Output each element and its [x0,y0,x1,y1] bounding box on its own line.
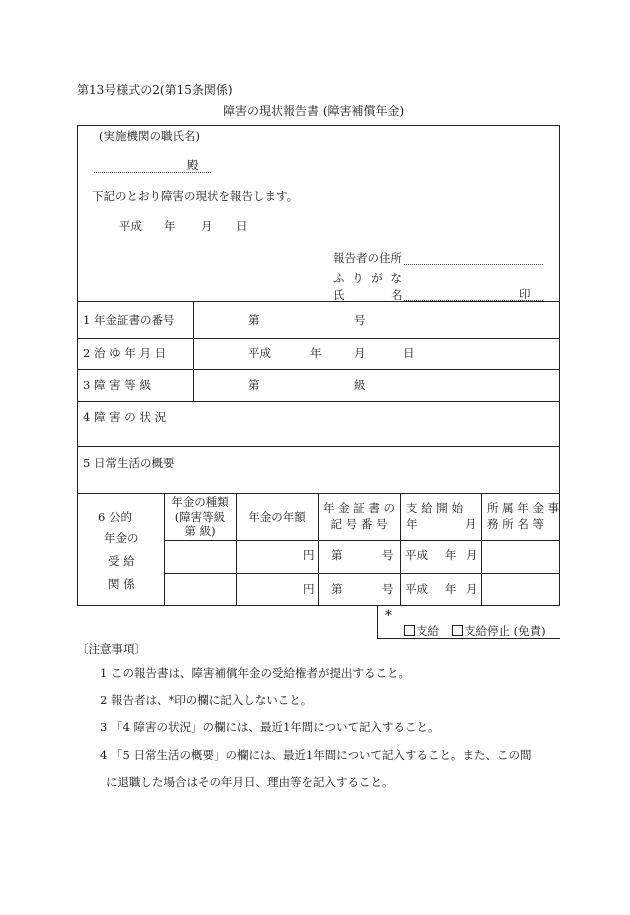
header-pension-type-3: 第 級) [184,524,216,538]
row-daily-life-label: 5 日常生活の概要 [83,456,175,470]
row-healed-date-month: 月 [354,346,366,360]
row-healed-date-label: 2 治 ゆ 年 月 日 [83,346,167,360]
header-office-1: 所 属 年 金 事 [487,501,560,515]
header-start-date-year: 年 [406,517,418,531]
note-1: 1 この報告書は、障害補償年金の受給権者が提出すること。 [100,666,410,680]
row-healed-date-day: 日 [403,346,415,360]
header-start-date-1: 支 給 開 始 [406,501,463,515]
form-number: 第13号様式の2(第15条関係) [77,83,233,97]
row-disability-grade-dai: 第 [248,378,260,392]
header-cert-number-2: 記 号 番 号 [330,517,388,531]
row-cert-number-dai: 第 [248,313,260,327]
header-office-2: 務 所 名 等 [487,517,544,531]
header-annual-amount: 年金の年額 [248,510,306,524]
form-title: 障害の現状報告書 (障害補償年金) [223,104,405,118]
notes-heading: 〔注意事項〕 [77,642,146,656]
checkbox-icon [452,625,463,636]
furigana-label: ふ り が な [333,271,404,285]
row-disability-grade-label: 3 障 害 等 級 [83,378,151,392]
office-use-star: * [385,608,392,624]
header-pension-type-2: (障害等級 [174,510,226,524]
row-healed-date-year: 年 [310,346,322,360]
name-label-first: 氏 [333,288,345,302]
row-healed-date-era: 平成 [248,346,271,360]
header-pension-type-1: 年金の種類 [171,495,229,509]
option-pay[interactable]: 支給 [404,625,439,638]
note-3: 3 「4 障害の状況」の欄には、最近1年間について記入すること。 [100,720,440,734]
agency-name-line [94,172,211,173]
option-suspend[interactable]: 支給停止 (免責) [452,625,546,638]
row-cert-number-go: 号 [354,313,366,327]
note-4-line-2: に退職した場合はその年月日、理由等を記入すること。 [106,775,394,789]
name-label-second: 名 [391,288,403,302]
row-disability-status-label: 4 障 害 の 状 況 [83,410,167,424]
note-4-line-1: 4 「5 日常生活の概要」の欄には、最近1年間について記入すること。また、この間 [100,748,532,762]
reporter-address-line [404,264,543,265]
row-disability-grade-kyu: 級 [354,378,366,392]
agency-label: (実施機関の職氏名) [99,129,200,143]
statement: 下記のとおり障害の現状を報告します。 [92,189,299,203]
dono-label: 殿 [187,158,199,172]
note-2: 2 報告者は、*印の欄に記入しないこと。 [100,693,313,707]
reporter-address-label: 報告者の住所 [333,251,402,265]
header-cert-number-1: 年 金 証 書 の [322,501,396,515]
seal-mark: 印 [519,287,531,301]
row-cert-number-label: 1 年金証書の番号 [83,313,175,327]
checkbox-icon [404,625,415,636]
header-start-date-month: 月 [465,517,477,531]
